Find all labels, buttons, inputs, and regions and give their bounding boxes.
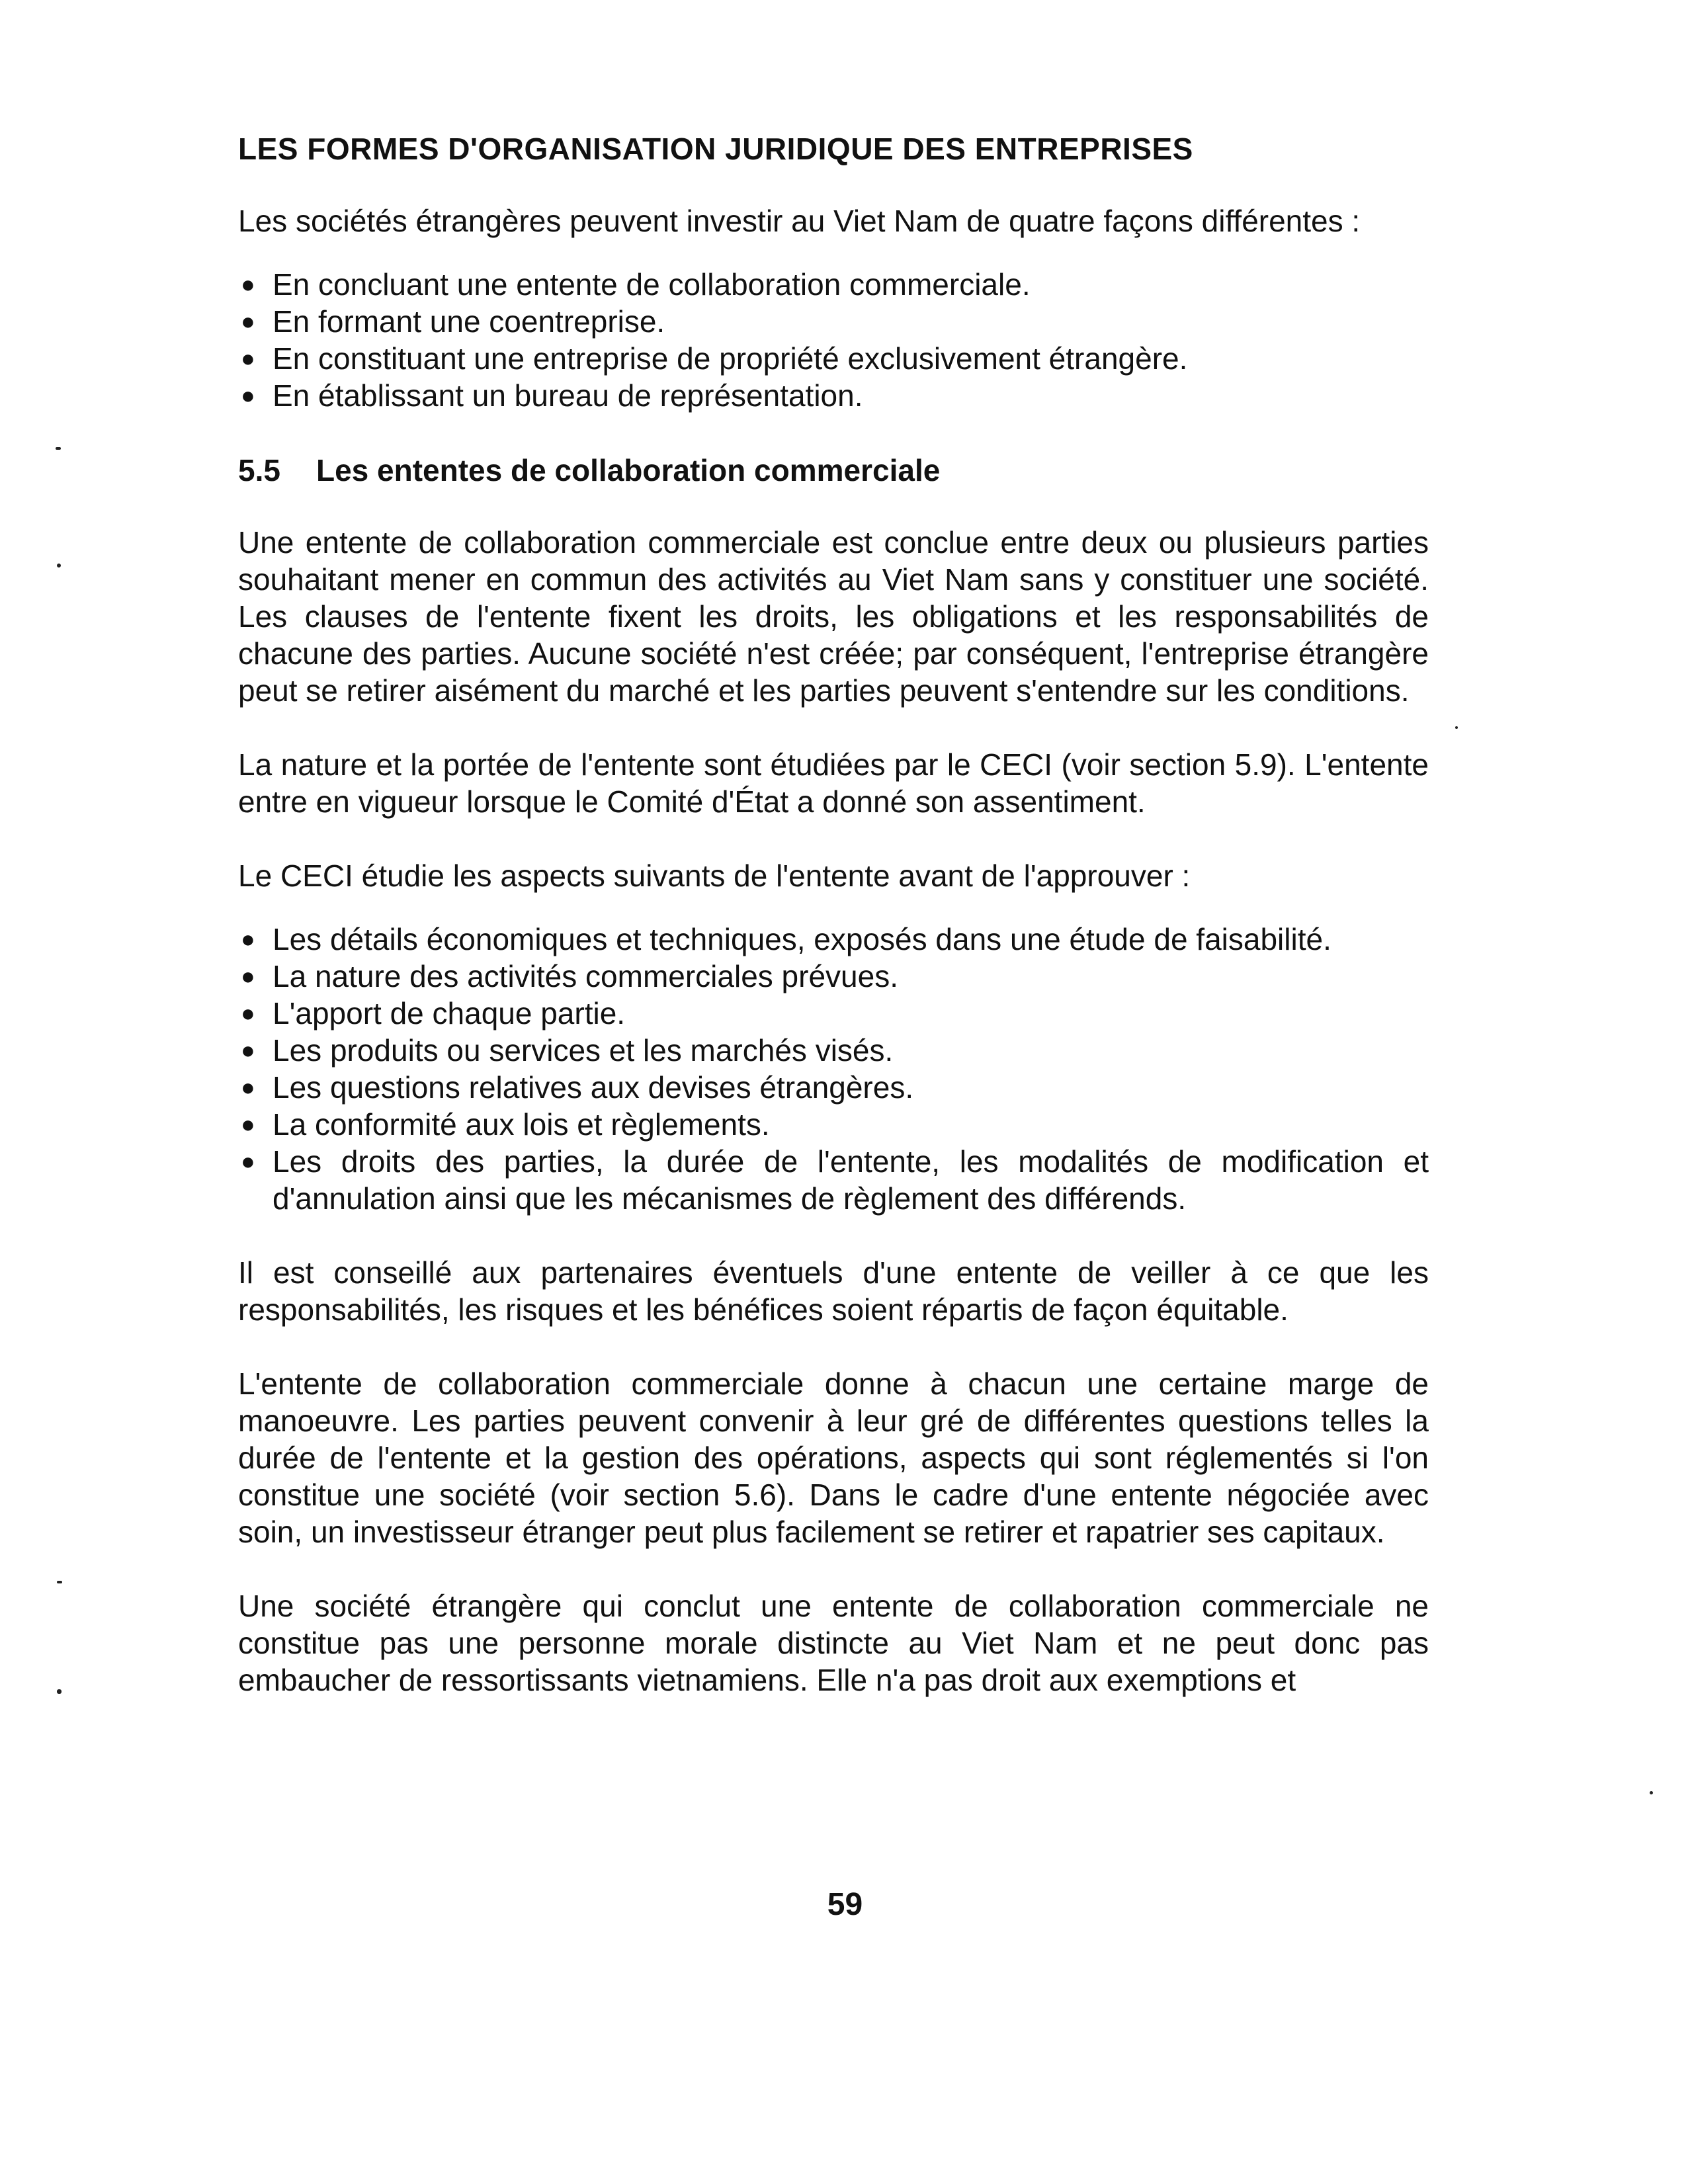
paragraph-flexibility: L'entente de collaboration commerciale donne à chacun une certaine marge de manoeuvre. Les parties peuvent convenir à leur gré de différentes questions telles la durée de l'entente et la gestion des opérations, aspects qui sont réglementés si l'on constitue une société (voir section 5.6). Dans le cadre d'une entente négociée avec soin, un investisseur étranger peut plus facilement se retirer et rapatrier ses capitaux. xyxy=(238,1366,1429,1549)
review-aspects-list xyxy=(238,921,1429,1217)
scan-speck xyxy=(56,447,61,450)
list-item: ● La nature des activités commerciales prévues. xyxy=(241,959,898,993)
section-title: Les ententes de collaboration commerciale xyxy=(316,453,941,487)
scan-speck xyxy=(57,1689,62,1694)
bullet-icon: ● xyxy=(241,1036,255,1064)
list-item: ● La conformité aux lois et règlements. xyxy=(241,1107,770,1142)
intro-paragraph: Les sociétés étrangères peuvent investir au Viet Nam de quatre façons différentes : xyxy=(238,204,1361,238)
bullet-icon: ● xyxy=(241,345,255,372)
list-item: ● L'apport de chaque partie. xyxy=(241,996,626,1030)
paragraph-legal-status: Une société étrangère qui conclut une entente de collaboration commerciale ne constitue pas une personne morale distincte au Viet Nam et ne peut donc pas embaucher de ressortissants vietnamiens. Elle n'a pas droit aux exemptions et xyxy=(238,1589,1429,1697)
investment-methods-list xyxy=(238,266,1429,414)
document-heading: LES FORMES D'ORGANISATION JURIDIQUE DES ENTREPRISES xyxy=(238,132,1193,166)
bullet-icon: ● xyxy=(241,962,255,989)
bullet-icon: ● xyxy=(241,1148,255,1175)
paragraph-review: La nature et la portée de l'entente sont étudiées par le CECI (voir section 5.9). L'entente entre en vigueur lorsque le Comité d'État a donné son assentiment. xyxy=(238,747,1429,819)
bullet-icon: ● xyxy=(241,1111,255,1138)
page-number: 59 xyxy=(827,1887,863,1922)
paragraph-aspects-intro: Le CECI étudie les aspects suivants de l'entente avant de l'approuver : xyxy=(238,859,1191,893)
paragraph-definition: Une entente de collaboration commerciale est conclue entre deux ou plusieurs parties souhaitant mener en commun des activités au Viet Nam sans y constituer une société. Les clauses de l'entente fixent les droits, les obligations et les responsabilités de chacune des parties. Aucune société n'est créée; par conséquent, l'entreprise étrangère peut se retirer aisément du marché et les parties peuvent s'entendre sur les conditions. xyxy=(238,525,1429,708)
list-item: ● En établissant un bureau de représentation. xyxy=(241,378,863,413)
list-item: ● En constituant une entreprise de propriété exclusivement étrangère. xyxy=(241,341,1188,376)
list-item: ● En concluant une entente de collaboration commerciale. xyxy=(241,267,1031,302)
bullet-icon: ● xyxy=(241,1073,255,1101)
bullet-icon: ● xyxy=(241,925,255,952)
scan-speck xyxy=(1455,726,1458,729)
bullet-icon: ● xyxy=(241,308,255,335)
scan-speck xyxy=(57,564,61,567)
list-item: ● Les droits des parties, la durée de l'entente, les modalités de modification et d'annulation ainsi que les mécanismes de règlement des différends. xyxy=(241,1144,1429,1216)
list-item: ● Les produits ou services et les marchés visés. xyxy=(241,1033,894,1068)
bullet-icon: ● xyxy=(241,999,255,1027)
list-item: ● Les questions relatives aux devises étrangères. xyxy=(241,1070,914,1105)
document-page xyxy=(238,130,1429,1736)
list-item: ● En formant une coentreprise. xyxy=(241,304,665,339)
scan-speck xyxy=(1650,1791,1653,1794)
section-number: 5.5 xyxy=(238,453,280,487)
bullet-icon: ● xyxy=(241,271,255,298)
scan-speck xyxy=(57,1581,62,1583)
list-item: ● Les détails économiques et techniques, exposés dans une étude de faisabilité. xyxy=(241,922,1331,956)
paragraph-advice: Il est conseillé aux partenaires éventuels d'une entente de veiller à ce que les responsabilités, les risques et les bénéfices soient répartis de façon équitable. xyxy=(238,1255,1429,1327)
bullet-icon: ● xyxy=(241,382,255,409)
section-heading xyxy=(238,451,1429,489)
